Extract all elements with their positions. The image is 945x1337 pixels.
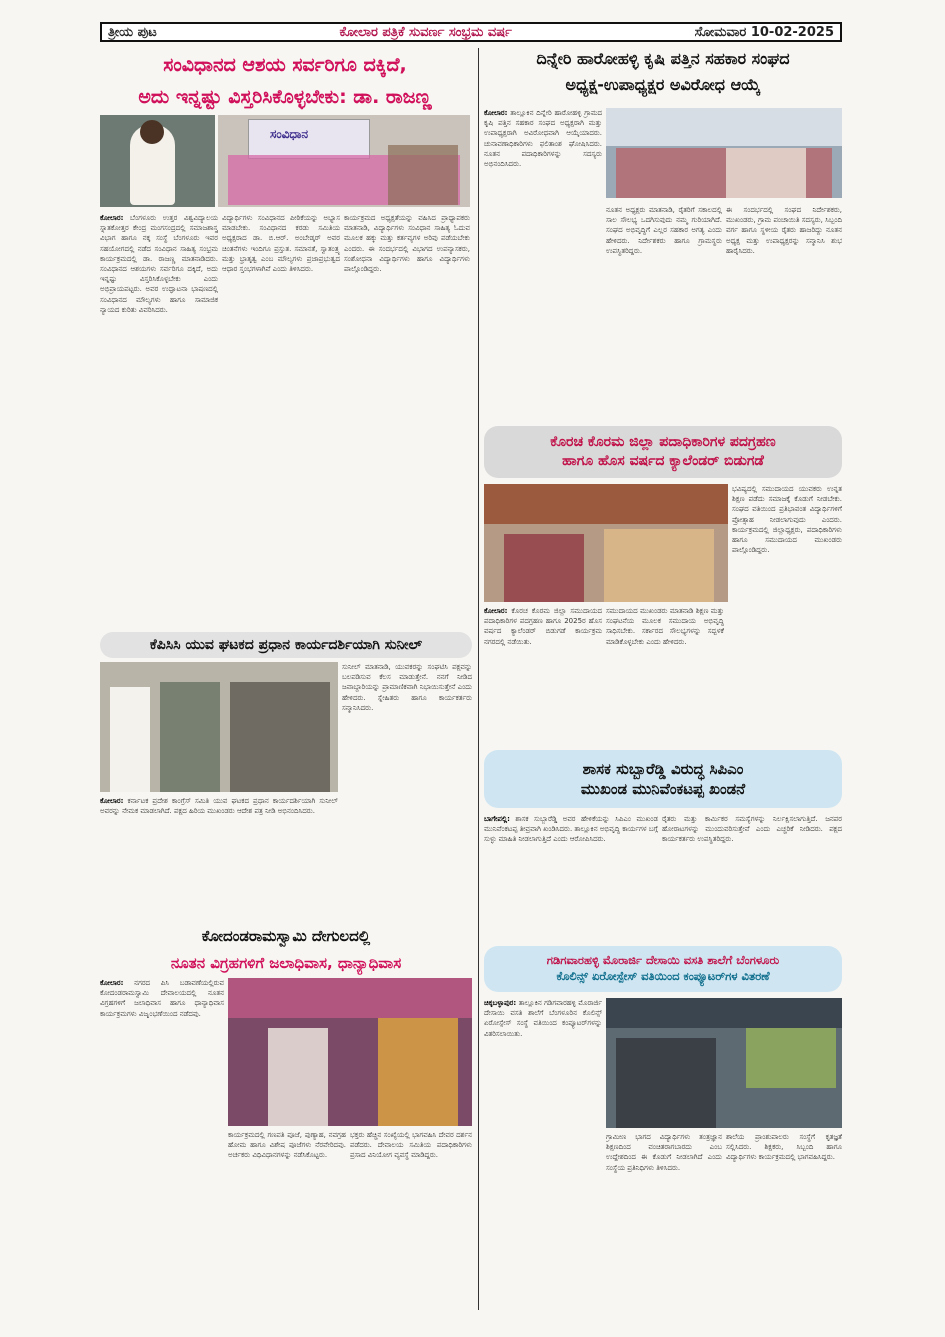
article6-column-2 xyxy=(228,1130,346,1308)
article3-headline xyxy=(484,426,842,478)
article6-photo xyxy=(228,978,472,1126)
article2-photo xyxy=(606,108,842,198)
article2-headline xyxy=(484,50,842,95)
article1-col2-text: ವಿದ್ಯಾರ್ಥಿಗಳು ಸಂವಿಧಾನದ ಪೀಠಿಕೆಯನ್ನು ಅಭ್ಯಾಸ ಮಾಡಬೇಕು. ಸಂವಿಧಾನದ ಕರಡು ಸಮಿತಿಯ ಅಧ್ಯಕ್ಷರಾದ ಡಾ. ಬಿ.ಆರ್. ಅಂಬೇಡ್ಕರ್ ಅವರ ಚಿಂತನೆಗಳು ಇಂದಿಗೂ ಪ್ರಸ್ತುತ. ಸಮಾನತೆ, ಸ್ವಾತಂತ್ರ್ಯ ಮತ್ತು ಭ್ರಾತೃತ್ವ ಎಂಬ ಮೌಲ್ಯಗಳು ಪ್ರಜಾಪ್ರಭುತ್ವದ ಆಧಾರ ಸ್ತಂಭಗಳಾಗಿವೆ ಎಂದು ತಿಳಿಸಿದರು. xyxy=(222,214,340,274)
article2-column-2 xyxy=(606,205,722,420)
article3-column-1 xyxy=(484,606,602,746)
article5-column-2 xyxy=(662,814,842,934)
article1-col3-text: ಕಾರ್ಯಕ್ರಮದ ಅಧ್ಯಕ್ಷತೆಯನ್ನು ವಹಿಸಿದ ಪ್ರಾಧ್ಯಾಪಕರು ಮಾತನಾಡಿ, ವಿದ್ಯಾರ್ಥಿಗಳು ಸಂವಿಧಾನ ಸಾಹಿತ್ಯ ಓದುವ ಮೂಲಕ ಹಕ್ಕು ಮತ್ತು ಕರ್ತವ್ಯಗಳ ಅರಿವು ಪಡೆಯಬೇಕು ಎಂದರು. ಈ ಸಂದರ್ಭದಲ್ಲಿ ವಿಭಾಗದ ಉಪನ್ಯಾಸಕರು, ಸಂಶೋಧನಾ ವಿದ್ಯಾರ್ಥಿಗಳು ಹಾಗೂ ವಿದ್ಯಾರ್ಥಿಗಳು ಪಾಲ್ಗೊಂಡಿದ್ದರು. xyxy=(344,214,470,274)
article4-col2-text: ಸುನೀಲ್ ಮಾತನಾಡಿ, ಯುವಕರನ್ನು ಸಂಘಟಿಸಿ ಪಕ್ಷವನ್ನು ಬಲಪಡಿಸುವ ಕೆಲಸ ಮಾಡುತ್ತೇನೆ. ನನಗೆ ನೀಡಿದ ಜವಾಬ್ದಾರಿಯನ್ನು ಪ್ರಾಮಾಣಿಕವಾಗಿ ನಿಭಾಯಿಸುತ್ತೇನೆ ಎಂದು ಹೇಳಿದರು. ಸ್ನೇಹಿತರು ಹಾಗೂ ಕಾರ್ಯಕರ್ತರು ಸನ್ಮಾನಿಸಿದರು. xyxy=(342,663,472,712)
article3-headline-line1: ಕೊರಚ ಕೊರಮ ಜಿಲ್ಲಾ ಪದಾಧಿಕಾರಿಗಳ ಪದಗ್ರಹಣ xyxy=(550,434,776,451)
article1-col1-text: ಬೆಂಗಳೂರು ಉತ್ತರ ವಿಶ್ವವಿದ್ಯಾಲಯ ಸ್ನಾತಕೋತ್ತರ ಕೇಂದ್ರ ಮಂಗಸಂದ್ರದಲ್ಲಿ ಸಮಾಜಶಾಸ್ತ್ರ ವಿಭಾಗ ಹಾಗೂ ನಕ್ಕ ಸಂಸ್ಥೆ ಬೆಂಗಳೂರು ಇವರ ಸಹಯೋಗದಲ್ಲಿ ನಡೆದ ಸಂವಿಧಾನ ಸಾಹಿತ್ಯ ಸಂಭ್ರಮ ಕಾರ್ಯಕ್ರಮದಲ್ಲಿ ಡಾ. ರಾಜಣ್ಣ ಮಾತನಾಡಿದರು. ಸಂವಿಧಾನದ ಆಶಯಗಳು ಸರ್ವರಿಗೂ ದಕ್ಕಿದೆ, ಅದು ಇನ್ನಷ್ಟು ವಿಸ್ತರಿಸಿಕೊಳ್ಳಬೇಕು ಎಂದು ಅಭಿಪ್ರಾಯಪಟ್ಟರು. ಅವರ ಉದ್ಘಾಟನಾ ಭಾಷಣದಲ್ಲಿ ಸಂವಿಧಾನದ ಮೌಲ್ಯಗಳು ಹಾಗೂ ಸಾಮಾಜಿಕ ನ್ಯಾಯದ ಕುರಿತು ವಿವರಿಸಿದರು. xyxy=(100,214,218,314)
article4-dateline: ಕೋಲಾರ: xyxy=(100,797,124,805)
article6-column-3 xyxy=(350,1130,472,1308)
article2-dateline: ಕೋಲಾರ: xyxy=(484,109,508,117)
article4-headline xyxy=(100,632,472,658)
article6-headline xyxy=(100,928,472,973)
article2-col2-text: ನೂತನ ಅಧ್ಯಕ್ಷರು ಮಾತನಾಡಿ, ರೈತರಿಗೆ ಸಕಾಲದಲ್ಲಿ ಸಾಲ ಸೌಲಭ್ಯ ಒದಗಿಸುವುದು ನಮ್ಮ ಗುರಿಯಾಗಿದೆ. ಸಂಘದ ಅಭಿವೃದ್ಧಿಗೆ ಎಲ್ಲರ ಸಹಕಾರ ಅಗತ್ಯ ಎಂದು ಹೇಳಿದರು. ನಿರ್ದೇಶಕರು ಹಾಗೂ ಗ್ರಾಮಸ್ಥರು ಉಪಸ್ಥಿತರಿದ್ದರು. xyxy=(606,206,722,255)
article7-col3-text: ಶಾಲೆಯ ಪ್ರಾಂಶುಪಾಲರು ಸಂಸ್ಥೆಗೆ ಕೃತಜ್ಞತೆ ಸಲ್ಲಿಸಿದರು. ಶಿಕ್ಷಕರು, ಸಿಬ್ಬಂದಿ ಹಾಗೂ ವಿದ್ಯಾರ್ಥಿಗಳು ಕಾರ್ಯಕ್ರಮದಲ್ಲಿ ಭಾಗವಹಿಸಿದ್ದರು. xyxy=(726,1133,842,1162)
article6-col1-text: ನಗರದ ಪಿಸಿ ಬಡಾವಣೆಯಲ್ಲಿರುವ ಕೋದಂಡರಾಮಸ್ವಾಮಿ ದೇವಾಲಯದಲ್ಲಿ ನೂತನ ವಿಗ್ರಹಗಳಿಗೆ ಜಲಾಧಿವಾಸ ಹಾಗೂ ಧಾನ್ಯಾಧಿವಾಸ ಕಾರ್ಯಕ್ರಮಗಳು ವಿಜೃಂಭಣೆಯಿಂದ ನಡೆದವು. xyxy=(100,979,224,1018)
article1-photo-group xyxy=(218,115,470,207)
paper-tagline: ಕೋಲಾರ ಪತ್ರಿಕೆ ಸುವರ್ಣ ಸಂಭ್ರಮ ವರ್ಷ xyxy=(339,24,512,40)
article7-headline-line2: ಕೊಲಿನ್ಸ್ ಏರೋಸ್ಪೇಸ್ ವತಿಯಿಂದ ಕಂಪ್ಯೂಟರ್‌ಗಳ ವಿತರಣೆ xyxy=(556,969,770,983)
article3-col1-text: ಕೊರಚ ಕೊರಮ ಜಿಲ್ಲಾ ಸಮುದಾಯದ ಪದಾಧಿಕಾರಿಗಳ ಪದಗ್ರಹಣ ಹಾಗೂ 2025ರ ಹೊಸ ವರ್ಷದ ಕ್ಯಾಲೆಂಡರ್ ಬಿಡುಗಡೆ ಕಾರ್ಯಕ್ರಮ ನಗರದಲ್ಲಿ ನಡೆಯಿತು. xyxy=(484,607,602,646)
article1-column-3 xyxy=(344,213,470,633)
article3-headline-line2: ಹಾಗೂ ಹೊಸ ವರ್ಷದ ಕ್ಯಾಲೆಂಡರ್ ಬಿಡುಗಡೆ xyxy=(562,453,764,469)
article1-column-2 xyxy=(222,213,340,633)
article1-headline xyxy=(100,55,470,109)
article5-column-1 xyxy=(484,814,658,934)
article6-dateline: ಕೋಲಾರ: xyxy=(100,979,124,987)
article7-dateline: ಚಿಕ್ಕಬಳ್ಳಾಪುರ: xyxy=(484,999,517,1007)
article1-dateline: ಕೋಲಾರ: xyxy=(100,214,124,222)
article6-headline-line1: ಕೋದಂಡರಾಮಸ್ವಾಮಿ ದೇಗುಲದಲ್ಲಿ xyxy=(201,927,371,945)
article5-headline-line2: ಮುಖಂಡ ಮುನಿವೆಂಕಟಪ್ಪ ಖಂಡನೆ xyxy=(580,780,746,798)
article6-column-1 xyxy=(100,978,224,1308)
article7-column-3 xyxy=(726,1132,842,1308)
article2-headline-line2: ಅಧ್ಯಕ್ಷ-ಉಪಾಧ್ಯಕ್ಷರ ಅವಿರೋಧ ಆಯ್ಕೆ xyxy=(565,75,761,95)
article1-headline-line2: ಅದು ಇನ್ನಷ್ಟು ವಿಸ್ತರಿಸಿಕೊಳ್ಳಬೇಕು: ಡಾ. ರಾಜಣ್ಣ xyxy=(138,85,432,108)
article6-col2-text: ಕಾರ್ಯಕ್ರಮದಲ್ಲಿ ಗಣಪತಿ ಪೂಜೆ, ಪುಣ್ಯಾಹ, ನವಗ್ರಹ ಹೋಮ ಹಾಗೂ ವಿಶೇಷ ಪೂಜೆಗಳು ನೆರವೇರಿದವು. ಅರ್ಚಕರು ವಿಧಿವಿಧಾನಗಳನ್ನು ನಡೆಸಿಕೊಟ್ಟರು. xyxy=(228,1131,346,1160)
article7-headline xyxy=(484,946,842,992)
article3-col2-text: ಸಮುದಾಯದ ಮುಖಂಡರು ಮಾತನಾಡಿ ಶಿಕ್ಷಣ ಮತ್ತು ಸಂಘಟನೆಯ ಮೂಲಕ ಸಮುದಾಯ ಅಭಿವೃದ್ಧಿ ಸಾಧಿಸಬೇಕು. ಸರ್ಕಾರದ ಸೌಲಭ್ಯಗಳನ್ನು ಸದ್ಬಳಕೆ ಮಾಡಿಕೊಳ್ಳಬೇಕು ಎಂದು ಹೇಳಿದರು. xyxy=(606,607,724,646)
article5-col1-text: ಶಾಸಕ ಸುಬ್ಬಾರೆಡ್ಡಿ ಅವರ ಹೇಳಿಕೆಯನ್ನು ಸಿಪಿಎಂ ಮುಖಂಡ ಮುನಿವೆಂಕಟಪ್ಪ ತೀವ್ರವಾಗಿ ಖಂಡಿಸಿದರು. ತಾಲ್ಲೂಕಿನ ಅಭಿವೃದ್ಧಿ ಕಾರ್ಯಗಳ ಬಗ್ಗೆ ಸುಳ್ಳು ಮಾಹಿತಿ ನೀಡಲಾಗುತ್ತಿದೆ ಎಂದು ಆರೋಪಿಸಿದರು. xyxy=(484,815,658,844)
article7-headline-line1: ಗಡಿಗವಾರಹಳ್ಳಿ ಮೊರಾರ್ಜಿ ದೇಸಾಯಿ ವಸತಿ ಶಾಲೆಗೆ ಬೆಂಗಳೂರು xyxy=(546,953,780,968)
article7-column-1 xyxy=(484,998,602,1308)
article5-headline xyxy=(484,750,842,808)
article4-column-1 xyxy=(100,796,338,926)
article1-column-1 xyxy=(100,213,218,633)
masthead xyxy=(100,22,842,42)
article2-column-1 xyxy=(484,108,602,308)
article6-col3-text: ಭಕ್ತರು ಹೆಚ್ಚಿನ ಸಂಖ್ಯೆಯಲ್ಲಿ ಭಾಗವಹಿಸಿ ದೇವರ ದರ್ಶನ ಪಡೆದರು. ದೇವಾಲಯ ಸಮಿತಿಯ ಪದಾಧಿಕಾರಿಗಳು ಪ್ರಸಾದ ವಿನಿಯೋಗ ವ್ಯವಸ್ಥೆ ಮಾಡಿದ್ದರು. xyxy=(350,1131,472,1160)
article7-col1-text: ತಾಲ್ಲೂಕಿನ ಗಡಿಗವಾರಹಳ್ಳಿ ಮೊರಾರ್ಜಿ ದೇಸಾಯಿ ವಸತಿ ಶಾಲೆಗೆ ಬೆಂಗಳೂರಿನ ಕೊಲಿನ್ಸ್ ಏರೋಸ್ಪೇಸ್ ಸಂಸ್ಥೆ ವತಿಯಿಂದ ಕಂಪ್ಯೂಟರ್‌ಗಳನ್ನು ವಿತರಿಸಲಾಯಿತು. xyxy=(484,999,602,1038)
article3-col3-text: ಭವಿಷ್ಯದಲ್ಲಿ ಸಮುದಾಯದ ಯುವಕರು ಉನ್ನತ ಶಿಕ್ಷಣ ಪಡೆದು ಸಮಾಜಕ್ಕೆ ಕೊಡುಗೆ ನೀಡಬೇಕು. ಸಂಘದ ವತಿಯಿಂದ ಪ್ರತಿಭಾವಂತ ವಿದ್ಯಾರ್ಥಿಗಳಿಗೆ ಪ್ರೋತ್ಸಾಹ ನೀಡಲಾಗುವುದು ಎಂದರು. ಕಾರ್ಯಕ್ರಮದಲ್ಲಿ ಜಿಲ್ಲಾಧ್ಯಕ್ಷರು, ಪದಾಧಿಕಾರಿಗಳು ಹಾಗೂ ಸಮುದಾಯದ ಮುಖಂಡರು ಪಾಲ್ಗೊಂಡಿದ್ದರು. xyxy=(732,485,842,555)
article3-dateline: ಕೋಲಾರ: xyxy=(484,607,508,615)
article2-col1-text: ತಾಲ್ಲೂಕಿನ ದಿನ್ನೇರಿ ಹಾರೋಹಳ್ಳಿ ಗ್ರಾಮದ ಕೃಷಿ ಪತ್ತಿನ ಸಹಕಾರ ಸಂಘದ ಅಧ್ಯಕ್ಷರಾಗಿ ಮತ್ತು ಉಪಾಧ್ಯಕ್ಷರಾಗಿ ಅವಿರೋಧವಾಗಿ ಆಯ್ಕೆಯಾದರು. ಚುನಾವಣಾಧಿಕಾರಿಗಳು ಫಲಿತಾಂಶ ಘೋಷಿಸಿದರು. ನೂತನ ಪದಾಧಿಕಾರಿಗಳನ್ನು ಸದಸ್ಯರು ಅಭಿನಂದಿಸಿದರು. xyxy=(484,109,602,169)
article2-col3-text: ಈ ಸಂದರ್ಭದಲ್ಲಿ ಸಂಘದ ನಿರ್ದೇಶಕರು, ಮುಖಂಡರು, ಗ್ರಾಮ ಪಂಚಾಯಿತಿ ಸದಸ್ಯರು, ಸಿಬ್ಬಂದಿ ವರ್ಗ ಹಾಗೂ ಸ್ಥಳೀಯ ರೈತರು ಹಾಜರಿದ್ದು ನೂತನ ಅಧ್ಯಕ್ಷ ಮತ್ತು ಉಪಾಧ್ಯಕ್ಷರನ್ನು ಸನ್ಮಾನಿಸಿ ಶುಭ ಹಾರೈಸಿದರು. xyxy=(726,206,842,255)
article7-col2-text: ಗ್ರಾಮೀಣ ಭಾಗದ ವಿದ್ಯಾರ್ಥಿಗಳು ತಂತ್ರಜ್ಞಾನ ಶಿಕ್ಷಣದಿಂದ ವಂಚಿತರಾಗಬಾರದು ಎಂಬ ಉದ್ದೇಶದಿಂದ ಈ ಕೊಡುಗೆ ನೀಡಲಾಗಿದೆ ಎಂದು ಸಂಸ್ಥೆಯ ಪ್ರತಿನಿಧಿಗಳು ತಿಳಿಸಿದರು. xyxy=(606,1133,722,1172)
article4-photo xyxy=(100,662,338,792)
article6-headline-line2: ನೂತನ ವಿಗ್ರಹಗಳಿಗೆ ಜಲಾಧಿವಾಸ, ಧಾನ್ಯಾಧಿವಾಸ xyxy=(170,954,402,973)
article1-photo-speaker xyxy=(100,115,215,207)
article4-column-2 xyxy=(342,662,472,862)
article3-photo xyxy=(484,484,728,602)
article2-headline-line1: ದಿನ್ನೇರಿ ಹಾರೋಹಳ್ಳಿ ಕೃಷಿ ಪತ್ತಿನ ಸಹಕಾರ ಸಂಘದ xyxy=(536,49,790,68)
photo-banner-text: ಸಂವಿಧಾನ xyxy=(270,127,309,141)
article3-column-3a xyxy=(728,484,842,602)
article2-column-3 xyxy=(726,205,842,420)
article4-headline-text: ಕೆಪಿಸಿಸಿ ಯುವ ಘಟಕದ ಪ್ರಧಾನ ಕಾರ್ಯದರ್ಶಿಯಾಗಿ ಸುನೀಲ್ xyxy=(149,636,423,653)
article5-dateline: ಬಾಗೇಪಲ್ಲಿ: xyxy=(484,815,510,823)
article7-photo xyxy=(606,998,842,1128)
article5-col2-text: ರೈತರು ಮತ್ತು ಕಾರ್ಮಿಕರ ಸಮಸ್ಯೆಗಳನ್ನು ನಿರ್ಲಕ್ಷಿಸಲಾಗುತ್ತಿದೆ. ಜನಪರ ಹೋರಾಟಗಳನ್ನು ಮುಂದುವರಿಸುತ್ತೇವೆ ಎಂದು ಎಚ್ಚರಿಕೆ ನೀಡಿದರು. ಪಕ್ಷದ ಕಾರ್ಯಕರ್ತರು ಉಪಸ್ಥಿತರಿದ್ದರು. xyxy=(662,815,842,844)
article5-headline-line1: ಶಾಸಕ ಸುಬ್ಬಾರೆಡ್ಡಿ ವಿರುದ್ಧ ಸಿಪಿಎಂ xyxy=(582,759,744,778)
page-label: ತ್ರೀಯ ಪುಟ xyxy=(108,24,157,40)
article4-col1-text: ಕರ್ನಾಟಕ ಪ್ರದೇಶ ಕಾಂಗ್ರೆಸ್ ಸಮಿತಿ ಯುವ ಘಟಕದ ಪ್ರಧಾನ ಕಾರ್ಯದರ್ಶಿಯಾಗಿ ಸುನೀಲ್ ಅವರನ್ನು ನೇಮಕ ಮಾಡಲಾಗಿದೆ. ಪಕ್ಷದ ಹಿರಿಯ ಮುಖಂಡರು ಆದೇಶ ಪತ್ರ ನೀಡಿ ಅಭಿನಂದಿಸಿದರು. xyxy=(100,797,338,816)
article7-column-2 xyxy=(606,1132,722,1308)
article1-headline-line1: ಸಂವಿಧಾನದ ಆಶಯ ಸರ್ವರಿಗೂ ದಕ್ಕಿದೆ, xyxy=(163,54,407,76)
article3-column-2 xyxy=(606,606,724,746)
column-divider xyxy=(478,48,479,1310)
issue-date: ಸೋಮವಾರ 10-02-2025 xyxy=(694,24,834,40)
